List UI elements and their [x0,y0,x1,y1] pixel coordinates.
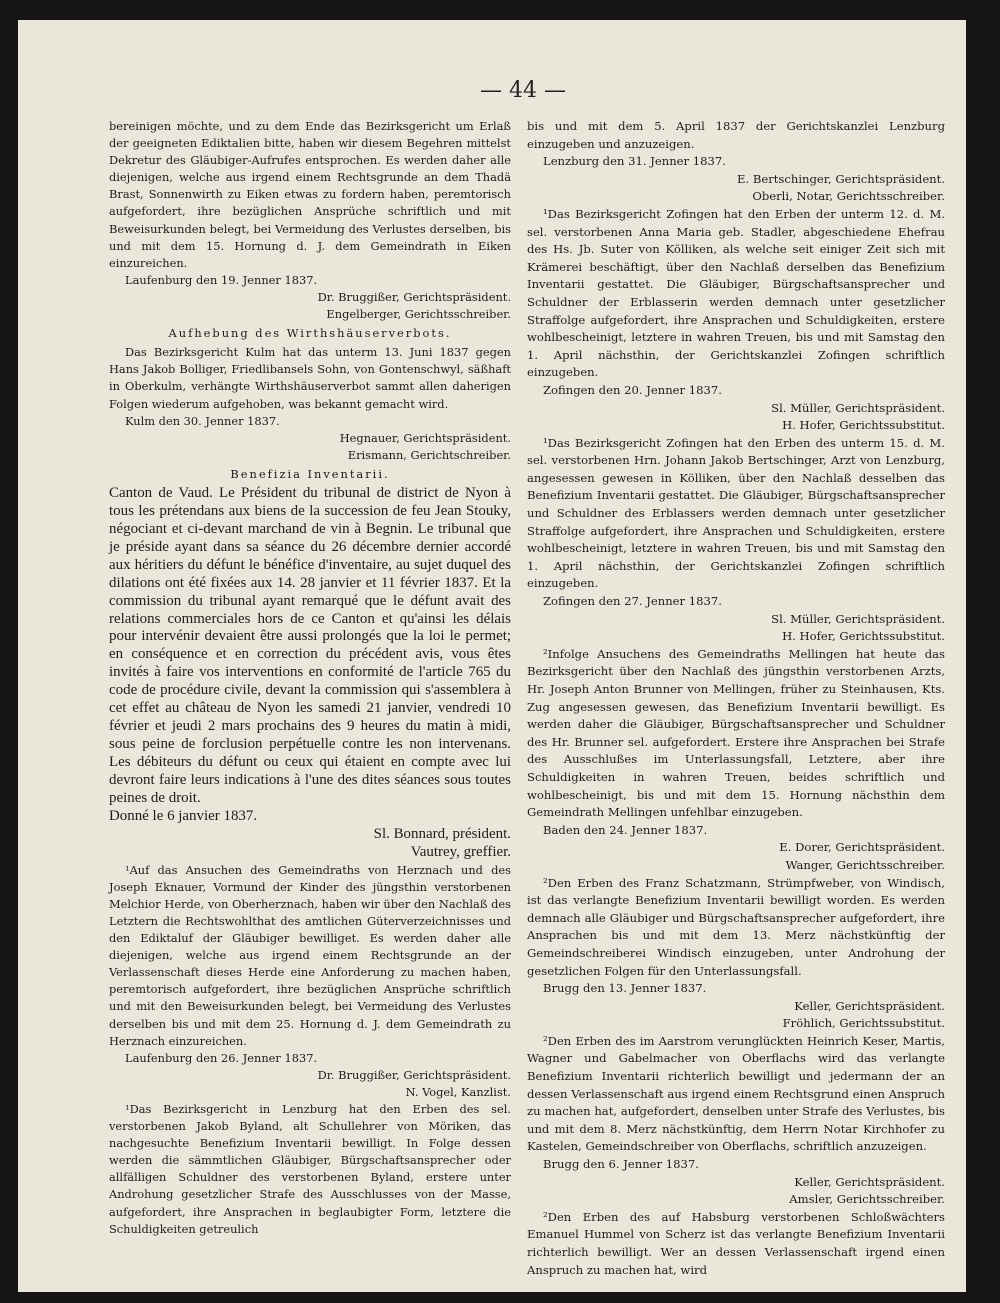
notice-paragraph: ¹Das Bezirksgericht Zofingen hat den Erben der unterm 12. d. M. sel. verstorbenen Anna Maria geb. Stadler, abgeschiedene Ehefrau des Hs. Jb. Suter von Kölliken, als welche seit einiger Zeit sich mit Krämerei beschäftigt, über den Nachlaß derselben das Benefizium Inventarii gestattet. Die Gläubiger, Bürgschaftsansprecher und Schuldner der Erblasserin werden demnach unter gesetzlicher Straffolge aufgefordert, ihre Ansprachen und Schuldigkeiten, erstere wohlbescheinigt, letztere in wahren Treuen, bis und mit Samstag den 1. April nächsthin, der Gerichtskanzlei Zofingen schriftlich einzugeben. [527,206,945,380]
french-notice-paragraph: Canton de Vaud. Le Président du tribunal de district de Nyon à tous les prétendans aux biens de la succession de feu Jean Stouky, négociant et ci-devant marchand de vin à Begnin. Le tribunal que je préside ayant dans sa séance du 26 décembre dernier accordé aux héritiers du défunt le bénéfice d'inventaire, au sujet duquel des dilations ont été fixées aux 14. 28 janvier et 11 février 1837. Et la commission du tribunal ayant remarqué que le défunt avait des relations commerciales hors de ce Canton et qu'ainsi les délais pour intervénir devaient être aussi prolongés que la loi le permet; en conséquence et en correction du précédent avis, vous êtes invités à faire vos interventions en conformité de l'article 765 du code de procédure civile, devant la commission qui s'assemblera à cet effet au château de Nyon les samedi 21 janvier, vendredi 10 février et jeudi 2 mars prochains des 9 heures du matin à midi, sous peine de forclusion perpétuelle contre les non intervenans. Les débiteurs du défunt ou ceux qui étaient en compte avec lui devront faire leurs indications à l'une des dites séances sous toutes peines de droit. [109,484,511,806]
section-heading: Aufhebung des Wirthshäuserverbots. [168,326,452,341]
signature-line: Amsler, Gerichtsschreiber. [789,1192,945,1207]
signature-line: Fröhlich, Gerichtssubstitut. [782,1016,945,1031]
signature-line: N. Vogel, Kanzlist. [405,1084,511,1099]
notice-date: Kulm den 30. Jenner 1837. [125,413,280,428]
signature-line: Sl. Müller, Gerichtspräsident. [771,400,945,415]
notice-paragraph: ²Den Erben des auf Habsburg verstorbenen Schloßwächters Emanuel Hummel von Scherz ist das verlangte Benefizium Inventarii richterlich bewilligt. Wer an dessen Verlassenschaft irgend einen Anspruch zu machen hat, wird [527,1209,945,1277]
french-signature-line: Vautrey, greffier. [410,843,511,860]
left-column [109,118,511,1238]
page-number: — 44 — [480,78,566,103]
notice-date: Lenzburg den 31. Jenner 1837. [543,154,726,169]
notice-date: Laufenburg den 19. Jenner 1837. [125,272,318,287]
notice-paragraph: Das Bezirksgericht Kulm hat das unterm 13. Juni 1837 gegen Hans Jakob Bolliger, Friedlibansels Sohn, von Gontenschwyl, säßhaft in Oberkulm, verhängte Wirthshäuserverbot sammt allen daherigen Folgen wiederum aufgehoben, was bekannt gemacht wird. [109,345,511,411]
notice-paragraph: ²Den Erben des im Aarstrom verunglückten Heinrich Keser, Martis, Wagner und Gabelmacher von Oberflachs wird das verlangte Benefizium Inventarii richterlich bewilligt und jedermann der an dessen Verlassenschaft aus irgend einem Rechtsgrund einen Anspruch zu machen hat, aufgefordert, denselben unter Strafe des Verlustes, bis und mit dem 8. Merz nächstkünftig, dem Herrn Notar Kirchhofer zu Kastelen, Gemeindschreiber von Oberflachs, schriftlich anzuzeigen. [527,1033,945,1154]
notice-paragraph: ²Infolge Ansuchens des Gemeindraths Mellingen hat heute das Bezirksgericht über den Nachlaß des jüngsthin verstorbenen Arzts, Hr. Joseph Anton Brunner von Mellingen, früher zu Steinhausen, Kts. Zug angesessen gewesen, das Benefizium Inventarii bewilligt. Es werden daher die Gläubiger, Bürgschaftsansprecher und Schuldner des Hr. Brunner sel. aufgefordert. Erstere ihre Ansprachen bei Strafe des Ausschlußes im Unterlassungsfall, Letztere, aber ihre Schuldigkeiten in wahren Treuen, beides schriftlich und wohlbescheinigt, bis und mit dem 15. Hornung nächsthin dem Gemeindrath Mellingen unfehlbar einzugeben. [527,646,945,820]
french-signature-line: Sl. Bonnard, président. [373,825,511,842]
notice-date: Brugg den 6. Jenner 1837. [543,1157,699,1172]
signature-line: H. Hofer, Gerichtssubstitut. [782,629,945,644]
newspaper-page [18,20,966,1292]
notice-date: Laufenburg den 26. Jenner 1837. [125,1050,318,1065]
section-heading: Benefizia Inventarii. [230,466,390,481]
notice-date: Zofingen den 27. Jenner 1837. [543,594,722,609]
signature-line: Wanger, Gerichtsschreiber. [785,857,945,872]
french-notice-date: Donné le 6 janvier 1837. [109,807,258,824]
signature-line: H. Hofer, Gerichtssubstitut. [782,418,945,433]
notice-paragraph: bereinigen möchte, und zu dem Ende das Bezirksgericht um Erlaß der geeigneten Ediktalien bitte, haben wir diesem Begehren mittelst Dekretur des Gläubiger-Aufrufes entsprochen. Es werden daher alle diejenigen, welche aus irgend einem Rechtsgrunde an dem Thadä Brast, Sonnenwirth zu Eiken etwas zu fordern haben, peremtorisch aufgefordert, ihre bezüglichen Ansprüche schriftlich und mit Beweisurkunden belegt, bei Vermeidung des Verlustes derselben, bis und mit dem 15. Hornung d. J. dem Gemeindrath in Eiken einzureichen. [109,119,511,270]
signature-line: Dr. Bruggißer, Gerichtspräsident. [317,1067,511,1082]
signature-line: Sl. Müller, Gerichtspräsident. [771,611,945,626]
notice-paragraph: ²Den Erben des Franz Schatzmann, Strümpfweber, von Windisch, ist das verlangte Benefizium Inventarii bewilligt worden. Es werden demnach alle Gläubiger und Bürgschaftsansprecher aufgefordert, ihre Ansprachen bis und mit dem 13. Merz nächstkünftig der Gemeindschreiberei Windisch einzugeben, unter Androhung der gesetzlichen Folgen für den Unterlassungsfall. [527,875,945,978]
signature-line: Keller, Gerichtspräsident. [794,1174,945,1189]
notice-paragraph: ¹Das Bezirksgericht in Lenzburg hat den Erben des sel. verstorbenen Jakob Byland, alt Schullehrer von Möriken, das nachgesuchte Benefizium Inventarii bewilligt. In Folge dessen werden die sämmtlichen Gläubiger, Bürgschaftsansprecher oder allfälligen Schuldner des verstorbenen Byland, erstere unter Androhung gesetzlicher Strafe des Ausschlusses von der Masse, aufgefordert, ihre Ansprachen in beglaubigter Form, letztere die Schuldigkeiten getreulich [109,1101,511,1236]
right-column [527,118,945,1279]
notice-date: Zofingen den 20. Jenner 1837. [543,382,722,397]
signature-line: Hegnauer, Gerichtspräsident. [339,430,511,445]
signature-line: Keller, Gerichtspräsident. [794,998,945,1013]
notice-paragraph: bis und mit dem 5. April 1837 der Gerichtskanzlei Lenzburg einzugeben und anzuzeigen. [527,119,945,151]
notice-paragraph: ¹Das Bezirksgericht Zofingen hat den Erben des unterm 15. d. M. sel. verstorbenen Hrn. Johann Jakob Bertschinger, Arzt von Lenzburg, angesessen gewesen in Kölliken, über den Nachlaß desselben das Benefizium Inventarii gestattet. Die Gläubiger, Bürgschaftsansprecher und Schuldner des Erblassers werden demnach unter gesetzlicher Straffolge aufgefordert, ihre Ansprachen und Schuldigkeiten, erstere wohlbescheinigt, letztere in wahren Treuen, bis und mit Samstag den 1. April nächsthin, der Gerichtskanzlei Zofingen schriftlich einzugeben. [527,435,945,591]
notice-date: Brugg den 13. Jenner 1837. [543,981,707,996]
notice-paragraph: ¹Auf das Ansuchen des Gemeindraths von Herznach und des Joseph Eknauer, Vormund der Kinder des jüngsthin verstorbenen Melchior Herde, von Oberherznach, haben wir über den Nachlaß des Letztern die Rechtswohlthat des amtlichen Güterverzeichnisses und den Ediktaluf der Gläubiger bewilliget. Es werden daher alle diejenigen, welche aus irgend einem Rechtsgrunde an der Verlassenschaft dieses Herde eine Anforderung zu machen haben, peremtorisch aufgefordert, ihre bezüglichen Ansprüche schriftlich und mit den Beweisurkunden belegt, bei Vermeidung des Verlustes derselben bis und mit dem 25. Hornung d. J. dem Gemeindrath zu Herznach einzureichen. [109,862,511,1048]
signature-line: Erismann, Gerichtschreiber. [347,447,511,462]
notice-date: Baden den 24. Jenner 1837. [543,822,708,837]
signature-line: E. Bertschinger, Gerichtspräsident. [737,171,945,186]
signature-line: Oberli, Notar, Gerichtsschreiber. [752,189,945,204]
signature-line: E. Dorer, Gerichtspräsident. [779,840,945,855]
signature-line: Engelberger, Gerichtsschreiber. [326,307,511,322]
signature-line: Dr. Bruggißer, Gerichtspräsident. [317,289,511,304]
